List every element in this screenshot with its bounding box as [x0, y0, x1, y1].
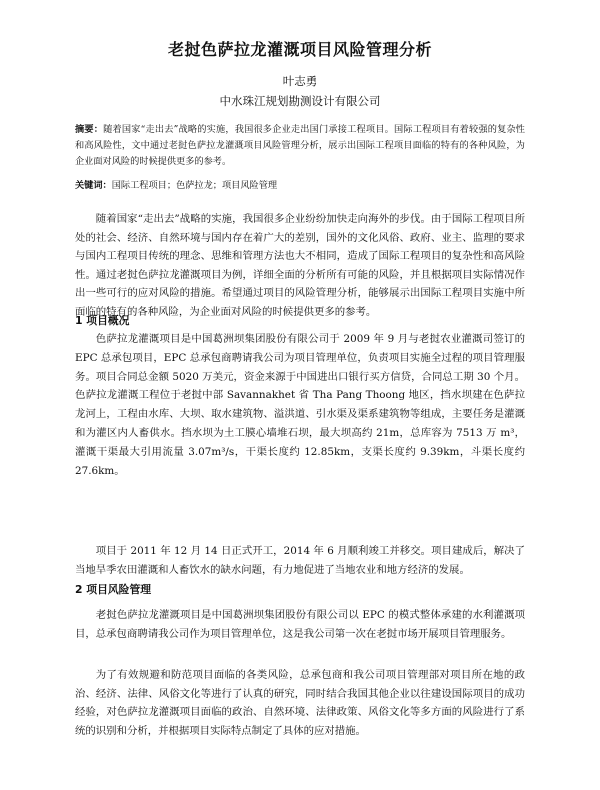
section-2-paragraph-2: 为了有效规避和防范项目面临的各类风险，总承包商和我公司项目管理部对项目所在地的政治、经济、法律、风俗文化等进行了认真的研究，同时结合我国其他企业以往建设国际项目的成功经验，对色萨拉龙灌溉项目面临的政治、自然环境、法律政策、风俗文化等多方面的风险进行了系统的识别和分析，并根据项目实际特点制定了具体的应对措施。: [75, 669, 525, 737]
abstract: [75, 122, 525, 170]
keywords: [75, 178, 525, 194]
author-affiliation: 中水珠江规划勘测设计有限公司: [219, 94, 381, 108]
keywords-text: 国际工程项目；色萨拉龙；项目风险管理: [111, 180, 278, 191]
author-name: 叶志勇: [282, 74, 318, 88]
intro-paragraph: 随着国家“走出去”战略的实施，我国很多企业纷纷加快走向海外的步伐。由于国际工程项目所处的社会、经济、自然环境与国内存在着广大的差别，国外的文化风俗、政府、业主、监理的要求与国内工程项目传统的理念、思维和管理方法也大不相同，造成了国际工程项目的复杂性和高风险性。通过老挝色萨拉龙灌溉项目为例，详细全面的分析所有可能的风险，并且根据项目实际情况作出一些可行的应对风险的措施。希望通过项目的风险管理分析，能够展示出国际工程项目实施中所面临的特有的各种风险，为企业面对风险的时候提供更多的参考。: [75, 213, 525, 318]
section-2-paragraph-1: 老挝色萨拉龙灌溉项目是中国葛洲坝集团股份有限公司以 EPC 的模式整体承建的水利灌溉项目，总承包商聘请我公司作为项目管理单位，这是我公司第一次在老挝市场开展项目管理服务。: [75, 609, 525, 640]
section-1-paragraph-1: 色萨拉龙灌溉项目是中国葛洲坝集团股份有限公司于 2009 年 9 月与老挝农业灌溉司签订的 EPC 总承包项目，EPC 总承包商聘请我公司为项目管理单位，负责项目实施全过程的项目管理服务。项目合同总金额 5020 万美元，资金来源于中国进出口银行买方信贷，合同总工期 30 个月。色萨拉龙灌溉工程位于老挝中部 Savannakhet 省 Tha Pang Thoong 地区，挡水坝建在色萨拉龙河上，工程由水库、大坝、取水建筑物、溢洪道、引水渠及渠系建筑物等组成，主要任务是灌溉和为灌区内人畜供水。挡水坝为土工膜心墙堆石坝，最大坝高约 21m，总库容为 7513 万 m³，灌溉干渠最大引用流量 3.07m³/s，干渠长度约 12.85km，支渠长度约 9.39km，斗渠长度约 27.6km。: [75, 333, 525, 477]
abstract-label: 摘要：: [75, 124, 104, 135]
keywords-label: 关键词：: [75, 180, 112, 191]
section-1-heading: 1 项目概况: [75, 314, 130, 327]
section-1-paragraph-2: 项目于 2011 年 12 月 14 日正式开工，2014 年 6 月顺利竣工并移交。项目建成后，解决了当地旱季农田灌溉和人畜饮水的缺水问题，有力地促进了当地农业和地方经济的发展。: [75, 545, 525, 576]
paper-title: 老挝色萨拉龙灌溉项目风险管理分析: [167, 40, 432, 59]
section-2-heading: 2 项目风险管理: [75, 583, 152, 596]
abstract-text: 随着国家“走出去”战略的实施，我国很多企业走出国门承接工程项目。国际工程项目有着较强的复杂性和高风险性，文中通过老挝色萨拉龙灌溉项目风险管理分析，展示出国际工程项目面临的特有的各种风险，为企业面对风险的时候提供更多的参考。: [75, 124, 525, 167]
